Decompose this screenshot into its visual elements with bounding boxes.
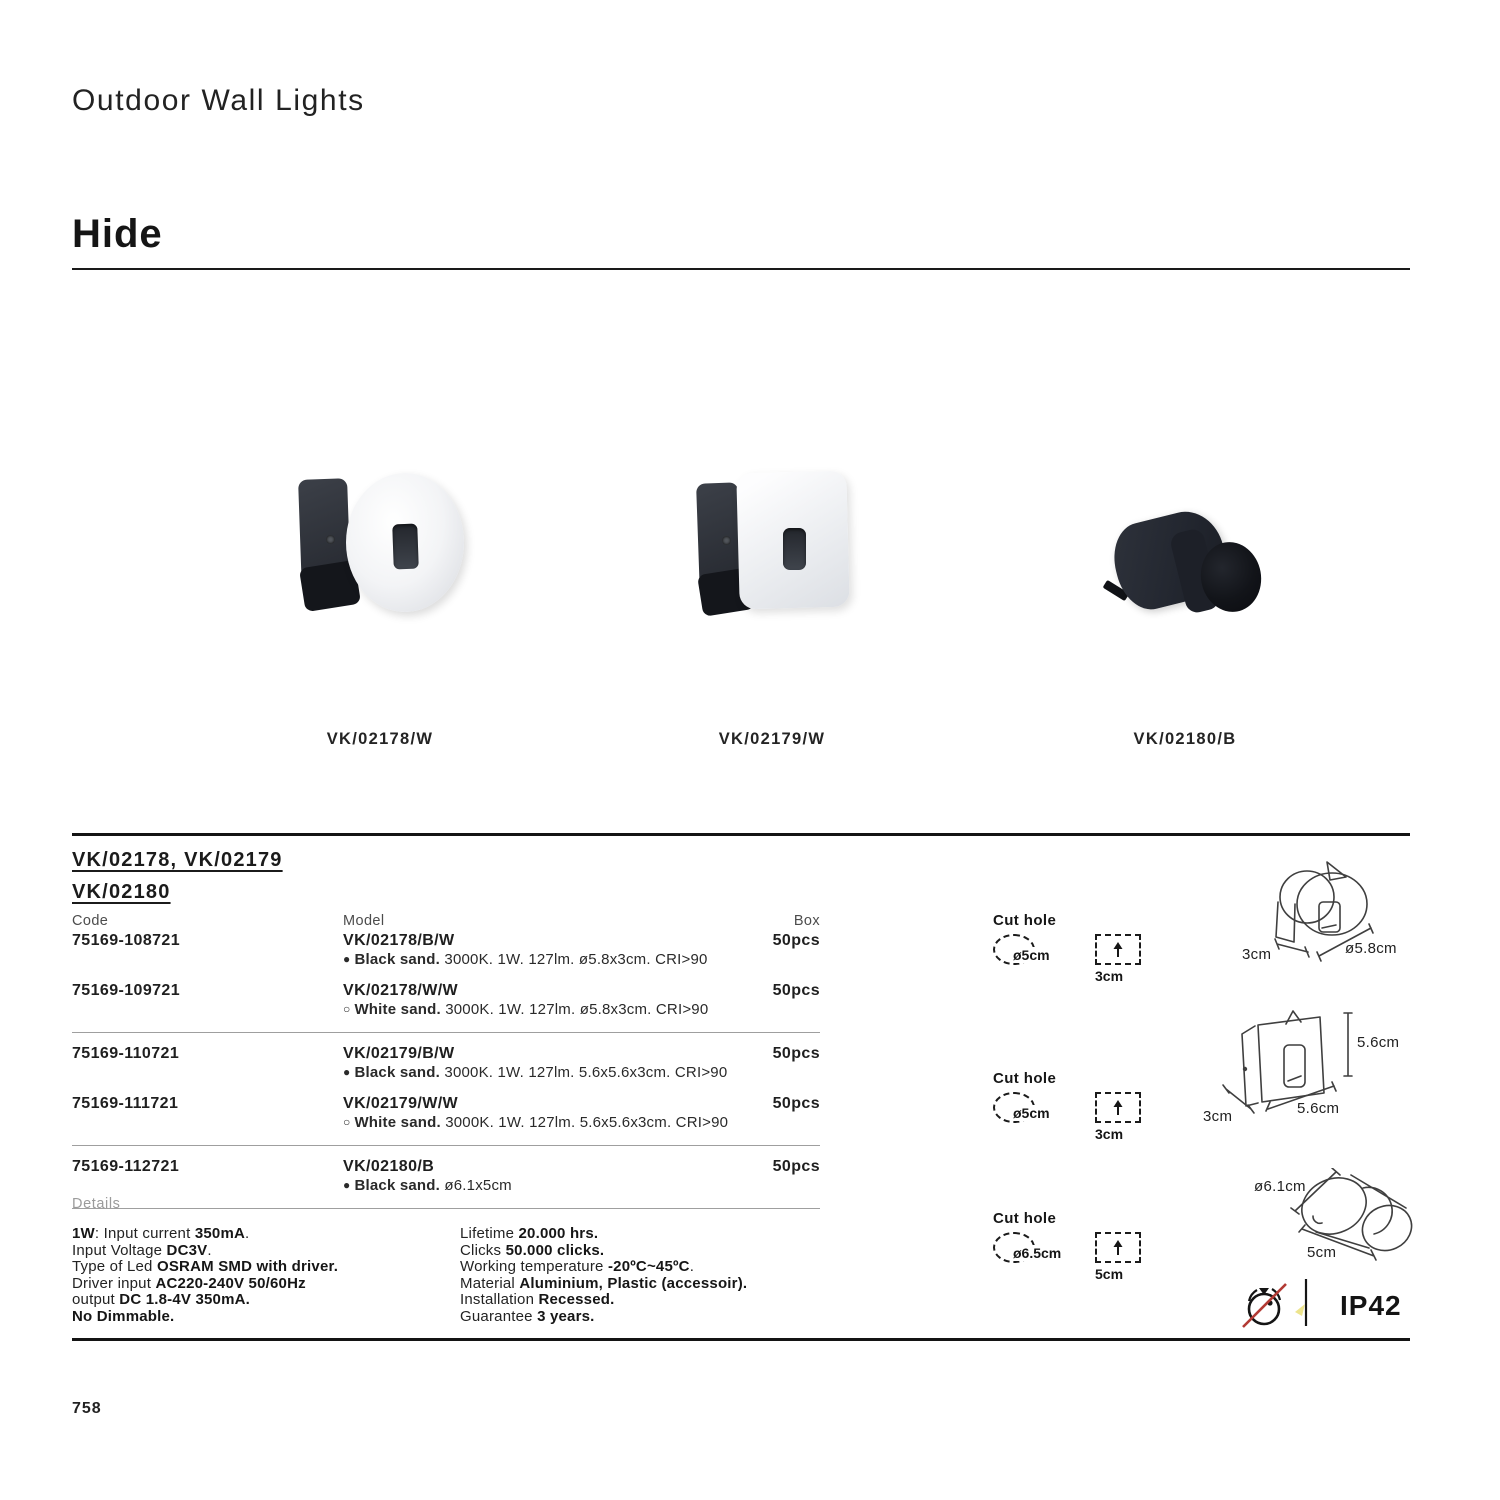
detail-line: Lifetime 20.000 hrs. — [460, 1225, 599, 1242]
detail-line: Installation Recessed. — [460, 1291, 615, 1308]
box-quantity: 50pcs — [772, 982, 820, 999]
cut-hole-diameter-value: ø5cm — [1013, 1105, 1050, 1121]
cut-hole-title: Cut hole — [993, 1210, 1057, 1227]
page-number: 758 — [72, 1400, 102, 1417]
detail-line: Clicks 50.000 clicks. — [460, 1241, 605, 1259]
finish-name: White sand. — [354, 1001, 441, 1018]
screw-detail — [326, 535, 335, 544]
dashed-square-icon — [1095, 1092, 1141, 1123]
spec-text: 3000K. 1W. 127lm. 5.6x5.6x3cm. CRI>90 — [444, 1064, 728, 1081]
spec-text: 3000K. 1W. 127lm. ø5.8x3cm. CRI>90 — [445, 1001, 709, 1018]
spec-row — [72, 932, 820, 968]
detail-line: Input Voltage DC3V. — [72, 1241, 212, 1259]
finish-swatch-icon: ○ — [343, 1115, 351, 1129]
detail-line: output DC 1.8-4V 350mA. — [72, 1291, 251, 1308]
box-quantity: 50pcs — [772, 1095, 820, 1112]
spec-row-main — [72, 932, 820, 949]
finish-name: Black sand. — [354, 951, 441, 968]
details-columns — [72, 1226, 832, 1325]
dashed-square-icon — [1095, 1232, 1141, 1263]
finish-name: Black sand. — [354, 1064, 441, 1081]
product-code: 75169-111721 — [72, 1095, 179, 1112]
cut-hole-depth-value: 5cm — [1095, 1266, 1124, 1282]
spec-rows — [72, 932, 820, 1209]
up-arrow-icon — [1112, 1099, 1124, 1116]
product-art-square — [602, 436, 942, 726]
detail-line: Type of Led OSRAM SMD with driver. — [72, 1258, 339, 1275]
cut-hole-depth-value: 3cm — [1095, 968, 1124, 984]
ip-rating-badge: IP42 — [1340, 1290, 1402, 1321]
product-model: VK/02178/W/W — [343, 982, 459, 999]
finish-swatch-icon: ○ — [343, 1002, 351, 1016]
spec-row — [72, 982, 820, 1018]
cut-hole-row — [993, 934, 1153, 984]
product-label: VK/02180/B — [1133, 730, 1237, 748]
divider — [72, 1145, 820, 1146]
spec-row-main — [72, 1095, 820, 1112]
product-label: VK/02179/W — [718, 730, 826, 748]
spec-row — [72, 1095, 820, 1131]
cut-hole-diameter — [993, 1232, 1062, 1263]
product-art-cylinder — [1015, 436, 1355, 726]
finish-swatch-icon: ● — [343, 1065, 351, 1079]
spec-table — [72, 913, 820, 1221]
cut-hole-diameter — [993, 934, 1050, 965]
cut-hole-block-3 — [993, 1210, 1153, 1282]
up-arrow-icon — [1112, 1239, 1124, 1256]
dim-square-depth: 3cm — [1203, 1108, 1233, 1125]
detail-line: Working temperature -20ºC~45ºC. — [460, 1258, 695, 1275]
product-photo-cylinder — [1015, 436, 1355, 748]
spec-row-description — [343, 1001, 820, 1018]
product-code: 75169-110721 — [72, 1045, 180, 1062]
detail-line: Material Aluminium, Plastic (accessoir). — [460, 1274, 748, 1292]
cut-hole-depth — [1095, 1092, 1141, 1142]
detail-line: Guarantee 3 years. — [460, 1307, 595, 1325]
spec-text: ø6.1x5cm — [444, 1177, 512, 1194]
box-quantity: 50pcs — [772, 1045, 820, 1062]
dim-cylinder-length: 5cm — [1307, 1244, 1337, 1261]
detail-line: 1W: Input current 350mA. — [72, 1225, 250, 1242]
spec-text: 3000K. 1W. 127lm. 5.6x5.6x3cm. CRI>90 — [445, 1114, 729, 1131]
column-header-model: Model — [343, 913, 385, 929]
finish-swatch-icon: ● — [343, 1178, 351, 1192]
detail-line: Driver input AC220-240V 50/60Hz — [72, 1274, 306, 1292]
product-model: VK/02178/B/W — [343, 932, 455, 949]
details-column-right — [460, 1226, 832, 1325]
product-code: 75169-109721 — [72, 982, 181, 999]
spec-row — [72, 1158, 820, 1194]
product-photo-round — [210, 436, 550, 748]
spec-row-description — [343, 1114, 820, 1131]
spec-row-main — [72, 1045, 820, 1062]
no-dimmable-icon — [1237, 1275, 1293, 1333]
dim-square-height: 5.6cm — [1357, 1034, 1400, 1051]
spec-text: 3000K. 1W. 127lm. ø5.8x3cm. CRI>90 — [444, 951, 708, 968]
dim-cylinder-diameter: ø6.1cm — [1254, 1178, 1306, 1195]
up-arrow-icon — [1112, 941, 1124, 958]
spec-table-header — [72, 913, 820, 930]
wall-beam-icon — [1294, 1276, 1318, 1330]
finish-name: White sand. — [354, 1114, 441, 1131]
divider — [72, 1338, 1410, 1341]
product-model: VK/02180/B — [343, 1158, 435, 1175]
box-quantity: 50pcs — [772, 932, 820, 949]
spec-row — [72, 1045, 820, 1081]
product-code: 75169-108721 — [72, 932, 181, 949]
detail-line: No Dimmable. — [72, 1307, 175, 1325]
cut-hole-diameter — [993, 1092, 1050, 1123]
product-code: 75169-112721 — [72, 1158, 180, 1175]
product-art-round — [210, 436, 550, 726]
cut-hole-diameter-value: ø5cm — [1013, 947, 1050, 963]
page-title: Hide — [72, 212, 163, 256]
cut-hole-block-2 — [993, 1070, 1153, 1142]
spec-row-main — [72, 982, 820, 999]
dim-round-diameter: ø5.8cm — [1345, 940, 1397, 957]
cut-hole-depth-value: 3cm — [1095, 1126, 1124, 1142]
finish-swatch-icon: ● — [343, 952, 351, 966]
model-group-link-2[interactable]: VK/02180 — [72, 881, 171, 903]
page-category: Outdoor Wall Lights — [72, 84, 365, 117]
spec-row-description — [343, 951, 820, 968]
dim-round-depth: 3cm — [1242, 946, 1272, 963]
cut-hole-block-1 — [993, 912, 1153, 984]
box-quantity: 50pcs — [772, 1158, 820, 1175]
finish-name: Black sand. — [354, 1177, 441, 1194]
lamp-light-slot — [783, 528, 806, 570]
product-label: VK/02178/W — [326, 730, 434, 748]
spec-row-description — [343, 1064, 820, 1081]
cut-hole-row — [993, 1232, 1153, 1282]
cut-hole-title: Cut hole — [993, 1070, 1057, 1087]
divider — [72, 1032, 820, 1033]
cut-hole-title: Cut hole — [993, 912, 1057, 929]
product-model: VK/02179/W/W — [343, 1095, 459, 1112]
cut-hole-row — [993, 1092, 1153, 1142]
details-section — [72, 1190, 832, 1325]
cut-hole-diameter-value: ø6.5cm — [1013, 1245, 1062, 1261]
column-header-box: Box — [793, 913, 820, 929]
divider — [72, 268, 1410, 270]
dim-square-width: 5.6cm — [1297, 1100, 1340, 1117]
cut-hole-depth — [1095, 934, 1141, 984]
details-title: Details — [72, 1196, 121, 1212]
screw-detail — [722, 536, 731, 545]
divider — [72, 833, 1410, 836]
model-group-link-1[interactable]: VK/02178, VK/02179 — [72, 849, 283, 871]
details-column-left — [72, 1226, 460, 1325]
product-model: VK/02179/B/W — [343, 1045, 455, 1062]
dashed-square-icon — [1095, 934, 1141, 965]
product-photo-square — [602, 436, 942, 748]
cut-hole-depth — [1095, 1232, 1141, 1282]
lamp-light-slot — [392, 524, 419, 570]
column-header-code: Code — [72, 913, 109, 929]
spec-row-main — [72, 1158, 820, 1175]
